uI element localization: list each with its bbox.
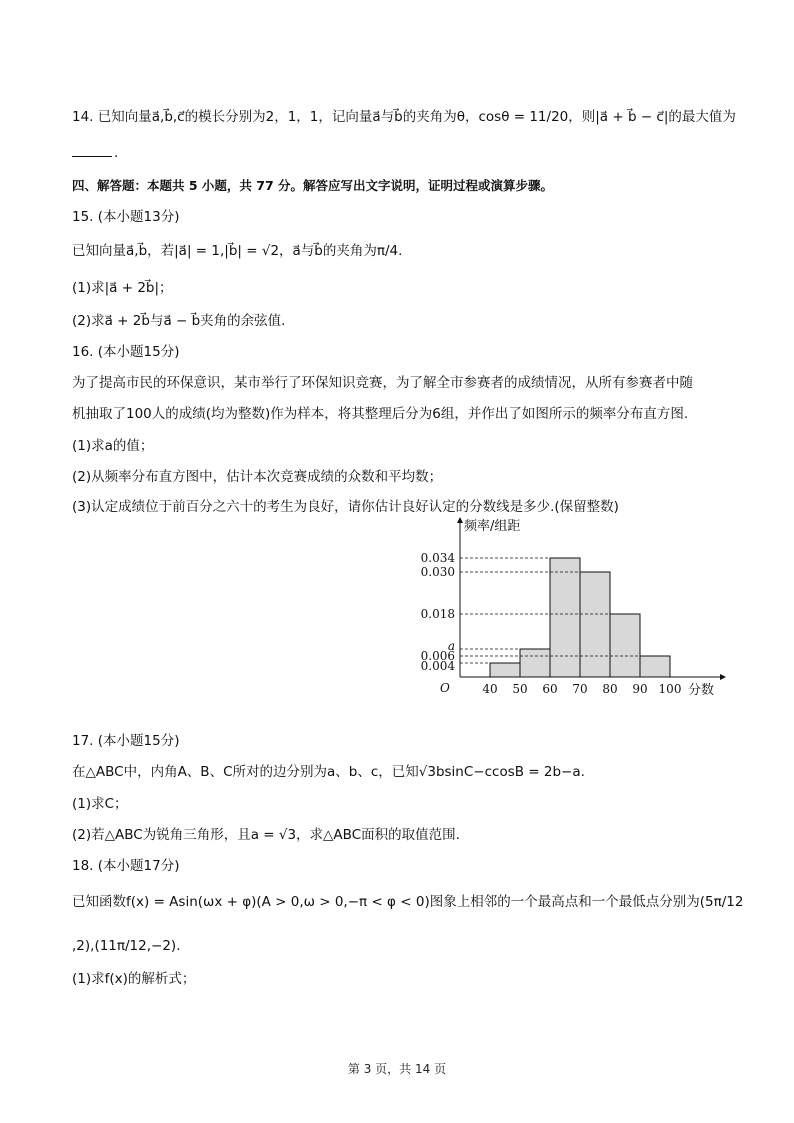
q16-part1: (1)求a的值；: [72, 438, 154, 454]
histogram-bar: [490, 663, 520, 677]
y-axis-arrow: [457, 517, 463, 523]
x-axis-arrow: [720, 674, 726, 680]
x-tick-label: 70: [572, 682, 588, 696]
q14-line1: 14. 已知向量a⃗,b⃗,c⃗的模长分别为2，1，1，记向量a⃗与b⃗的夹角为θ，cosθ = 11/20，则|a⃗ + b⃗ − c⃗|的最大值为: [72, 109, 736, 125]
origin-label: O: [440, 681, 450, 695]
frequency-histogram: [395, 515, 730, 700]
y-tick-label: 0.034: [420, 551, 455, 565]
q17-header: 17. (本小题15分): [72, 733, 180, 749]
section-heading: 四、解答题：本题共 5 小题，共 77 分。解答应写出文字说明，证明过程或演算步骤。: [72, 178, 554, 193]
q16-part2: (2)从频率分布直方图中，估计本次竞赛成绩的众数和平均数；: [72, 469, 443, 485]
q15-part1: (1)求|a⃗ + 2b⃗|；: [72, 280, 173, 296]
histogram-bar: [580, 572, 610, 677]
q17-part1: (1)求C；: [72, 796, 128, 812]
q18-part1: (1)求f(x)的解析式；: [72, 971, 196, 987]
y-tick-label: 0.030: [420, 565, 455, 579]
x-tick-label: 50: [512, 682, 528, 696]
histogram-bar: [640, 656, 670, 677]
x-tick-label: 60: [542, 682, 558, 696]
q14-line2: [72, 146, 118, 161]
q14-line2-text: .: [114, 145, 119, 161]
answer-blank: [72, 146, 112, 157]
x-axis-label: 分数: [688, 683, 715, 698]
page-footer: 第 3 页，共 14 页: [347, 1062, 447, 1076]
q17-stem: 在△ABC中，内角A、B、C所对的边分别为a、b、c，已知√3bsinC−ccosB = 2b−a.: [72, 764, 585, 780]
q18-stem1: 已知函数f(x) = Asin(ωx + φ)(A > 0,ω > 0,−π < φ < 0)图象上相邻的一个最高点和一个最低点分别为(5π/12: [72, 894, 744, 910]
x-tick-label: 40: [482, 682, 498, 696]
x-tick-label: 80: [602, 682, 618, 696]
q15-header: 15. (本小题13分): [72, 209, 180, 225]
y-tick-label: 0.006: [420, 649, 455, 663]
histogram-bar: [550, 558, 580, 677]
q17-part2: (2)若△ABC为锐角三角形，且a = √3，求△ABC面积的取值范围.: [72, 827, 460, 843]
y-tick-label: 0.018: [420, 607, 455, 621]
q18-stem2: ,2),(11π/12,−2).: [72, 938, 181, 954]
y-tick-label: a: [447, 639, 455, 653]
y-axis-label: 频率/组距: [464, 519, 521, 534]
q15-part2: (2)求a⃗ + 2b⃗与a⃗ − b⃗夹角的余弦值.: [72, 313, 286, 329]
q16-stem1: 为了提高市民的环保意识，某市举行了环保知识竞赛，为了解全市参赛者的成绩情况，从所有参赛者中随: [72, 375, 693, 391]
q16-stem2: 机抽取了100人的成绩(均为整数)作为样本，将其整理后分为6组，并作出了如图所示的频率分布直方图.: [72, 406, 689, 422]
q18-header: 18. (本小题17分): [72, 858, 180, 874]
x-tick-label: 90: [632, 682, 648, 696]
q15-stem: 已知向量a⃗,b⃗，若|a⃗| = 1,|b⃗| = √2，a⃗与b⃗的夹角为π/4.: [72, 243, 403, 259]
y-tick-label: 0.004: [420, 659, 455, 673]
histogram-bar: [520, 649, 550, 677]
q16-part3: (3)认定成绩位于前百分之六十的考生为良好，请你估计良好认定的分数线是多少.(保留整数): [72, 499, 619, 515]
q16-header: 16. (本小题15分): [72, 344, 180, 360]
histogram-bar: [610, 614, 640, 677]
x-tick-label: 100: [658, 682, 682, 696]
